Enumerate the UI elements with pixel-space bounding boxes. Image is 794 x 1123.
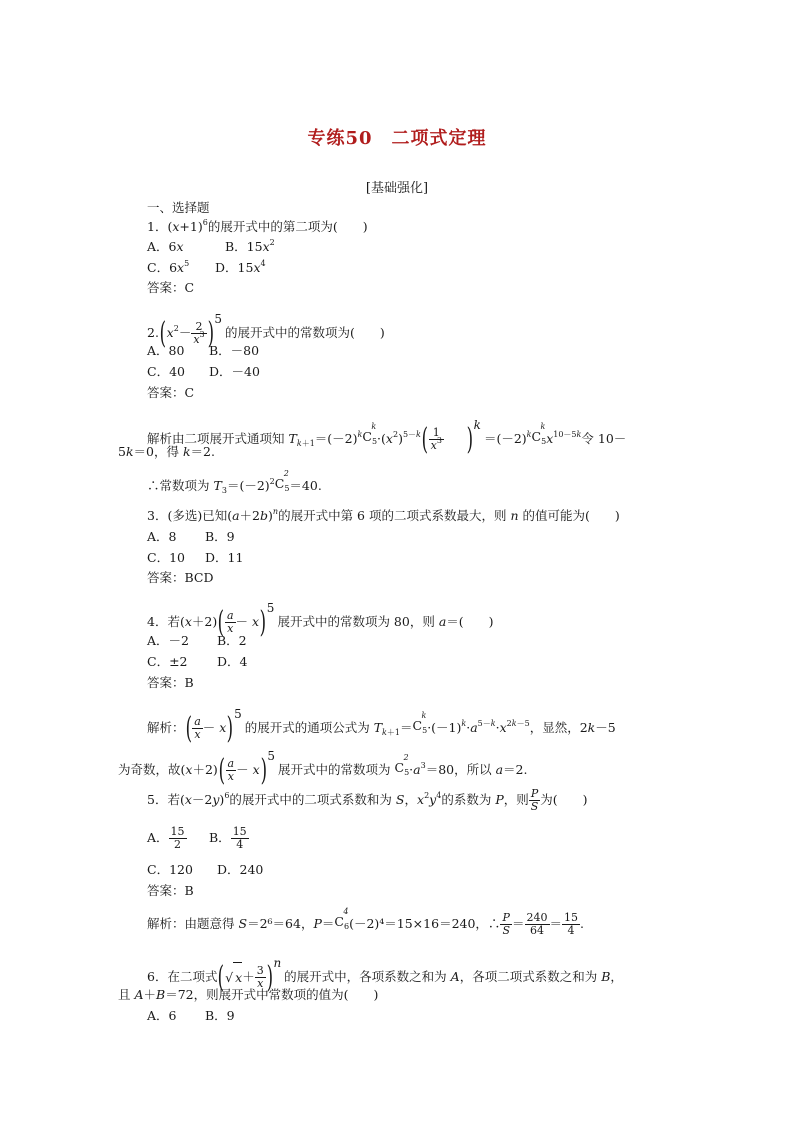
question-1-options-cd: C．$6x^5$ D．$15x^4$ — [147, 259, 266, 275]
question-2-options-ab: A．80 B．－80 — [147, 343, 260, 358]
question-4-solution-line-2: 为奇数，故(x＋2)( $\frac{a}{x}$ － x)5展开式中的常数项为 C 2 $_5\cdot a^3=80$，所以 a＝2. — [118, 749, 528, 788]
question-2-stem: $2.(x^2-$ $\frac{2}{x^3}$ )5的展开式中的常数项为( ) — [147, 312, 385, 351]
question-2-solution-line-3: ∴常数项为 $T_3=(-2)^2C$ 2 $_5$＝40. — [147, 469, 322, 495]
section-label: [基础强化] — [365, 181, 429, 196]
question-4-options-cd: C．±2 D．4 — [147, 654, 248, 669]
question-6-stem: 6．在二项式(√ x＋ $\frac{3}{x}$ )n的展开式中，各项系数之和为 A，各项二项式系数之和为 B， — [147, 956, 623, 995]
question-5-options-cd: C．120 D．240 — [147, 862, 264, 877]
question-3-options-ab: A．8 B．9 — [147, 529, 235, 544]
question-4-solution-line-1: 解析：( $\frac{a}{x}$ － x)5的展开式的通项公式为 $T_{k+1}=C$ k $_5\cdot(-1)^k\cdot a^{5-k}\cdot x^{2k-5}$，显然，2k－5 — [147, 707, 616, 746]
page-title: 专练50 二项式定理 — [307, 128, 487, 149]
question-3-stem: 3．(多选)已知$(a+2b)^n$的展开式中第 6 项的二项式系数最大，则 n 的值可能为( ) — [147, 507, 620, 523]
question-2-solution-line-1: 解析由二项展开式通项知 $T_{k+1}=(-2)^kC$ k $_5\cdot(x^2)^{5-k}$( $\frac{1}{x^3}$ )$k=(-2)^kC$ k $_5x^{10-5k}$令 10－ — [147, 418, 627, 457]
question-1-stem: 1．$(x+1)^6$的展开式中的第二项为( ) — [147, 218, 368, 234]
question-6-options-ab: A．6 B．9 — [147, 1008, 235, 1023]
question-3-answer: 答案：BCD — [147, 570, 214, 585]
question-1-answer: 答案：C — [147, 280, 195, 295]
question-2-answer: 答案：C — [147, 385, 195, 400]
question-4-options-ab: A．－2 B．2 — [147, 633, 247, 648]
part-heading: 一、选择题 — [147, 200, 210, 215]
question-5-options-ab: A． $\frac{15}{2}$ B． $\frac{15}{4}$ — [147, 825, 247, 851]
question-4-answer: 答案：B — [147, 675, 194, 690]
question-2-solution-line-2: 5k＝0，得 k＝2. — [118, 444, 215, 459]
question-5-solution: 解析：由题意得 S＝2⁶＝64，P＝C 4 $_6$(－2)⁴＝15×16＝240，∴ $\frac{P}{S}$ ＝ $\frac{240}{64}$ ＝ $\frac{15}{4}$ . — [147, 907, 584, 937]
question-5-stem: 5．若$(x-2y)^6$的展开式中的二项式系数和为 S，$x^2y^4$的系数为 P，则 $\frac{P}{S}$ 为( ) — [147, 787, 588, 813]
question-1-options-ab: A．6x B．$15x^2$ — [147, 238, 275, 254]
question-5-answer: 答案：B — [147, 883, 194, 898]
question-6-stem-line-2: 且 A＋B＝72，则展开式中常数项的值为( ) — [118, 987, 379, 1002]
question-4-stem: 4．若(x＋2)( $\frac{a}{x}$ － x)5展开式中的常数项为 80，则 a＝( ) — [147, 601, 494, 640]
question-2-options-cd: C．40 D．－40 — [147, 364, 260, 379]
question-3-options-cd: C．10 D．11 — [147, 550, 244, 565]
